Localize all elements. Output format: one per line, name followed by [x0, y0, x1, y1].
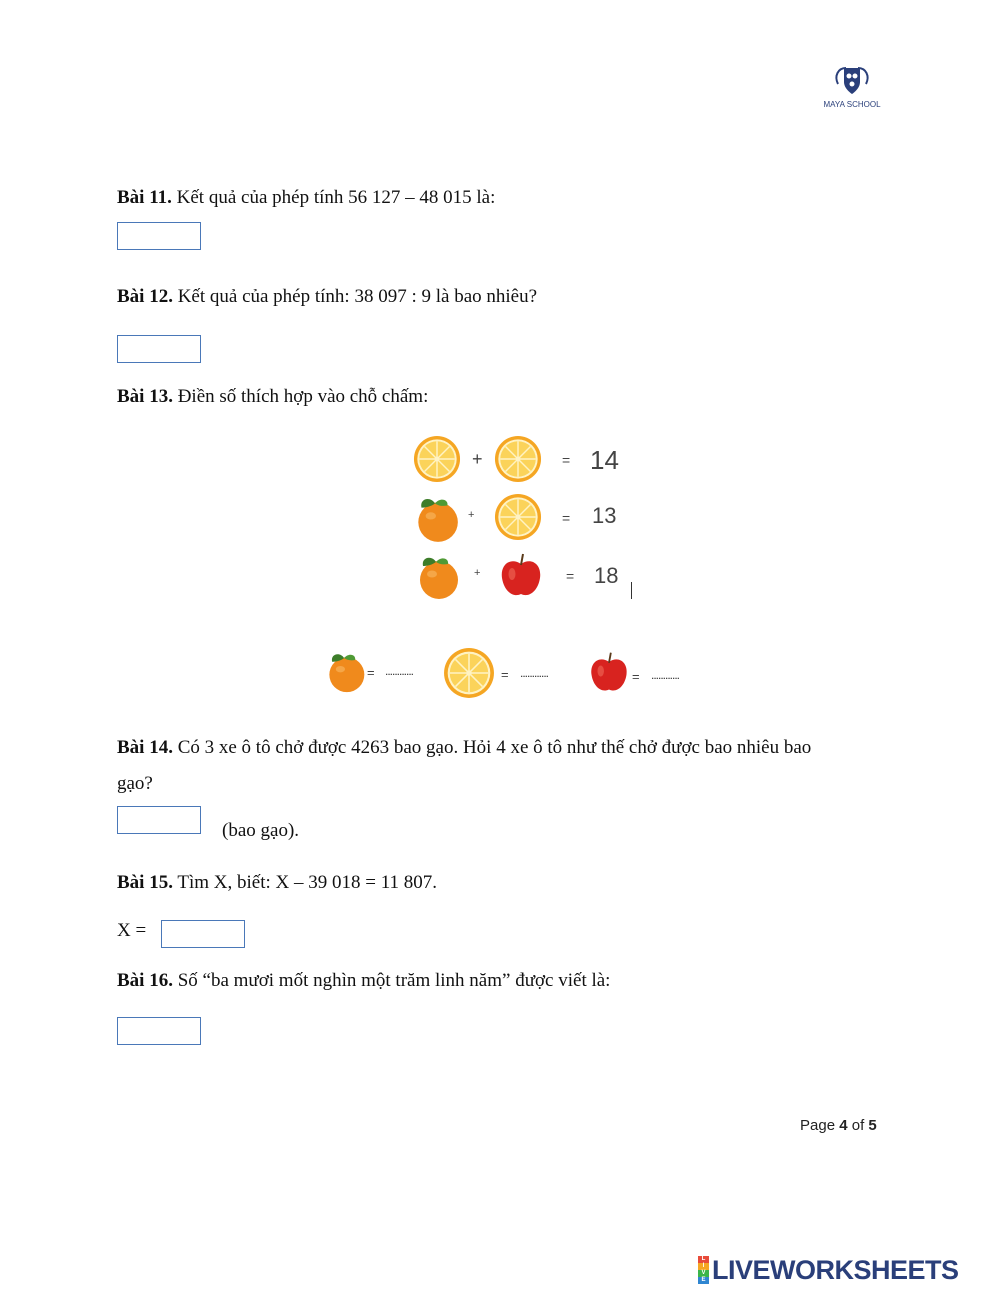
question-14-continued: gạo? [117, 773, 153, 794]
page-word: Page [800, 1117, 836, 1134]
plus-sign: + [472, 449, 483, 469]
equals-sign: = [501, 667, 509, 682]
orange-icon [412, 551, 462, 601]
question-label: Bài 11. [117, 187, 172, 208]
page-number [800, 1117, 877, 1134]
brand-name: LIVEWORKSHEETS [712, 1254, 959, 1285]
answer-14-input[interactable] [117, 806, 201, 834]
question-11 [117, 187, 495, 210]
lemon-slice-icon [494, 435, 542, 483]
answer-12-input[interactable] [117, 335, 201, 363]
liveworksheets-logo [698, 1254, 959, 1286]
question-label: Bài 12. [117, 286, 173, 307]
row-2-result: 13 [592, 503, 617, 528]
equals-sign: = [562, 510, 571, 526]
question-label: Bài 13. [117, 386, 173, 407]
question-14 [117, 737, 811, 760]
orange-answer-blank[interactable]: ............ [385, 664, 414, 678]
question-text: Điền số thích hợp vào chỗ chấm: [177, 386, 429, 407]
x-label: X = [117, 920, 147, 941]
crest-icon [832, 62, 872, 98]
row-3-result: 18 [594, 563, 619, 588]
school-logo [818, 62, 886, 114]
apple-answer-blank[interactable]: ............ [651, 668, 680, 682]
lemon-slice-icon [443, 647, 495, 699]
question-label: Bài 14. [117, 737, 173, 758]
answer-16-input[interactable] [117, 1017, 201, 1045]
cursor-mark [631, 582, 632, 599]
equals-sign: = [562, 452, 571, 468]
lemon-slice-icon [413, 435, 461, 483]
lemon-answer-blank[interactable]: ............ [520, 666, 549, 680]
apple-icon [496, 548, 546, 602]
live-letter: V [698, 1270, 709, 1277]
live-letter: E [698, 1277, 709, 1284]
plus-sign: + [468, 509, 475, 521]
question-text: Tìm X, biết: X – 39 018 = 11 807. [177, 872, 438, 893]
equals-sign: = [632, 669, 640, 684]
live-letter: I [698, 1263, 709, 1270]
equals-sign: = [367, 665, 375, 680]
school-name: MAYA SCHOOL [823, 100, 881, 109]
equals-sign: = [566, 568, 575, 584]
question-15 [117, 872, 437, 895]
row-1-result: 14 [590, 445, 619, 475]
of-word: of [851, 1117, 865, 1134]
unit-label: (bao gạo). [222, 820, 300, 841]
plus-sign: + [474, 567, 481, 579]
question-12 [117, 286, 537, 309]
total-pages: 5 [868, 1117, 877, 1134]
question-16 [117, 970, 610, 993]
answer-11-input[interactable] [117, 222, 201, 250]
question-text: Kết quả của phép tính 56 127 – 48 015 là: [176, 187, 496, 208]
question-13 [117, 386, 428, 409]
orange-icon [410, 492, 462, 544]
lemon-slice-icon [494, 493, 542, 541]
answer-15-input[interactable] [161, 920, 245, 948]
question-text: Kết quả của phép tính: 38 097 : 9 là bao nhiêu? [177, 286, 538, 307]
question-label: Bài 15. [117, 872, 173, 893]
orange-icon [322, 648, 368, 694]
apple-icon [586, 647, 632, 697]
live-letter: L [698, 1256, 709, 1263]
question-text: Có 3 xe ô tô chở được 4263 bao gạo. Hỏi 4 xe ô tô như thế chở được bao nhiêu bao [177, 737, 812, 758]
question-label: Bài 16. [117, 970, 173, 991]
question-text: Số “ba mươi mốt nghìn một trăm linh năm” được viết là: [177, 970, 611, 991]
current-page: 4 [839, 1117, 848, 1134]
live-blocks-icon [698, 1256, 709, 1284]
